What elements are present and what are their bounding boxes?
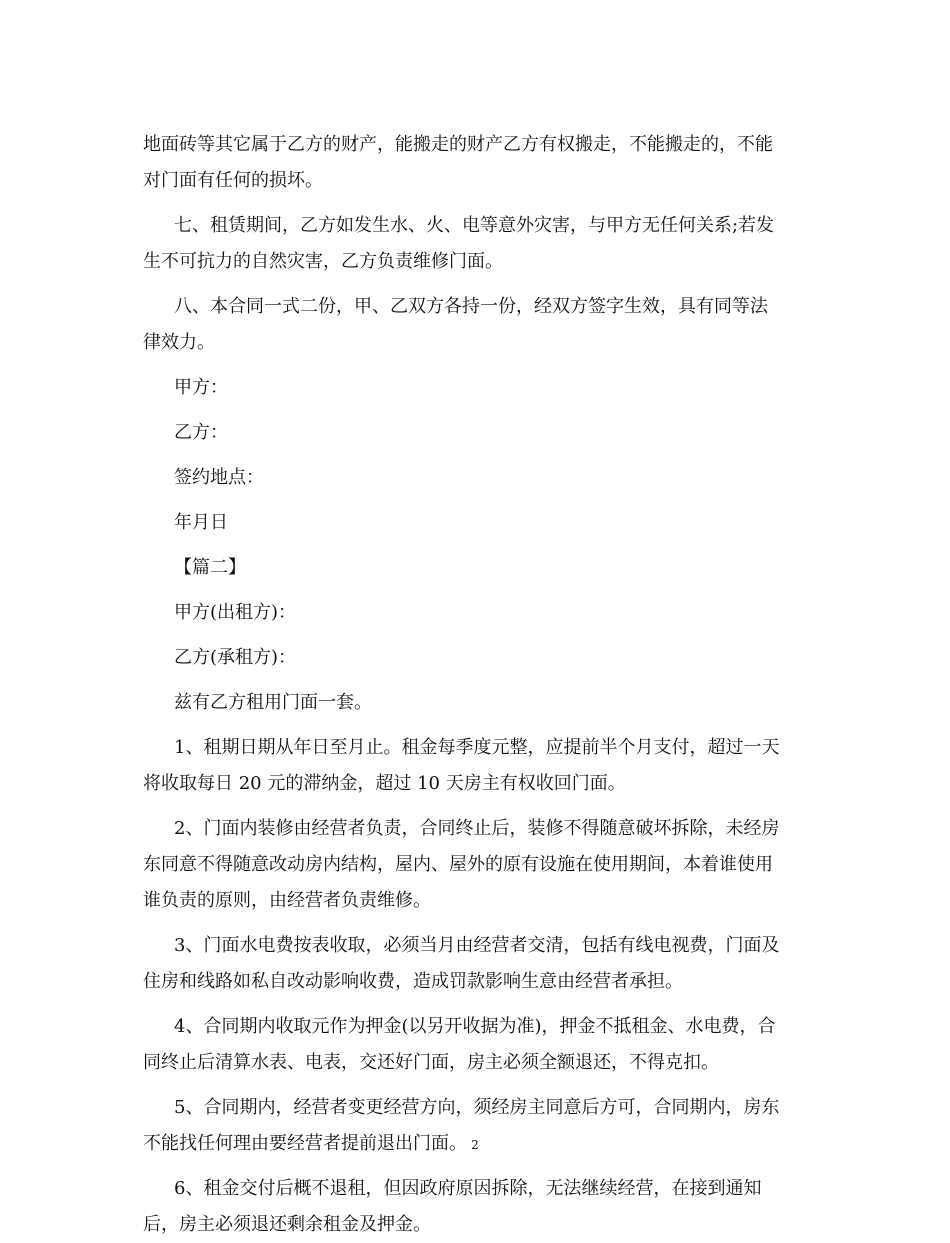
text-line: 同终止后清算水表、电表，交还好门面，房主必须全额退还，不得克扣。 — [143, 1052, 719, 1073]
paragraph-gap — [143, 1000, 808, 1009]
text-line: 6、租金交付后概不退租，但因政府原因拆除，无法继续经营，在接到通知 — [174, 1178, 762, 1199]
text-line: 后，房主必须退还剩余租金及押金。 — [143, 1214, 431, 1235]
text-line: 【篇二】 — [174, 557, 246, 578]
text-line: 3、门面水电费按表收取，必须当月由经营者交清，包括有线电视费，门面及 — [174, 935, 780, 956]
text-line: 住房和线路如私自改动影响收费，造成罚款影响生意由经营者承担。 — [143, 971, 683, 992]
paragraph-gap — [143, 1162, 808, 1171]
text-line: 甲方： — [174, 377, 228, 398]
paragraph-gap — [143, 721, 808, 730]
paragraph-gap — [143, 451, 808, 460]
paragraph-gap — [143, 586, 808, 595]
text-line: 将收取每日 20 元的滞纳金，超过 10 天房主有权收回门面。 — [143, 773, 626, 794]
text-line: 1、租期日期从年日至月止。租金每季度元整，应提前半个月支付，超过一天 — [174, 737, 780, 758]
text-line: 乙方： — [174, 422, 228, 443]
text-line: 签约地点： — [174, 467, 264, 488]
text-line: 4、合同期内收取元作为押金(以另开收据为准)，押金不抵租金、水电费，合 — [174, 1016, 776, 1037]
paragraph-gap — [143, 361, 808, 370]
paragraph-gap — [143, 919, 808, 928]
paragraph-gap — [143, 406, 808, 415]
text-line: 年月日 — [174, 512, 228, 533]
paragraph-gap — [143, 199, 808, 208]
page-number: 2 — [471, 1138, 479, 1152]
text-line: 谁负责的原则，由经营者负责维修。 — [143, 890, 431, 911]
paragraph-gap — [143, 631, 808, 640]
paragraph-gap — [143, 802, 808, 811]
text-line: 5、合同期内，经营者变更经营方向，须经房主同意后方可，合同期内，房东 — [174, 1097, 780, 1118]
paragraph-gap — [143, 280, 808, 289]
text-line: 2、门面内装修由经营者负责，合同终止后，装修不得随意破坏拆除，未经房 — [174, 818, 780, 839]
paragraph-gap — [143, 676, 808, 685]
text-line: 八、本合同一式二份，甲、乙双方各持一份，经双方签字生效，具有同等法 — [174, 296, 768, 317]
paragraph-gap — [143, 496, 808, 505]
text-line: 七、租赁期间，乙方如发生水、火、电等意外灾害，与甲方无任何关系;若发 — [174, 215, 775, 236]
text-line: 不能找任何理由要经营者提前退出门面。 — [143, 1133, 467, 1154]
text-line: 东同意不得随意改动房内结构，屋内、屋外的原有设施在使用期间，本着谁使用 — [143, 854, 773, 875]
paragraph-gap — [143, 1081, 808, 1090]
text-line: 兹有乙方租用门面一套。 — [174, 692, 372, 713]
text-line: 甲方(出租方)： — [174, 602, 297, 623]
text-line: 地面砖等其它属于乙方的财产，能搬走的财产乙方有权搬走，不能搬走的，不能 — [143, 134, 773, 155]
text-line: 乙方(承租方)： — [174, 647, 297, 668]
text-line: 律效力。 — [143, 332, 215, 353]
paragraph-gap — [143, 541, 808, 550]
text-line: 生不可抗力的自然灾害，乙方负责维修门面。 — [143, 251, 503, 272]
text-line: 对门面有任何的损坏。 — [143, 170, 323, 191]
document-body — [143, 127, 808, 1243]
